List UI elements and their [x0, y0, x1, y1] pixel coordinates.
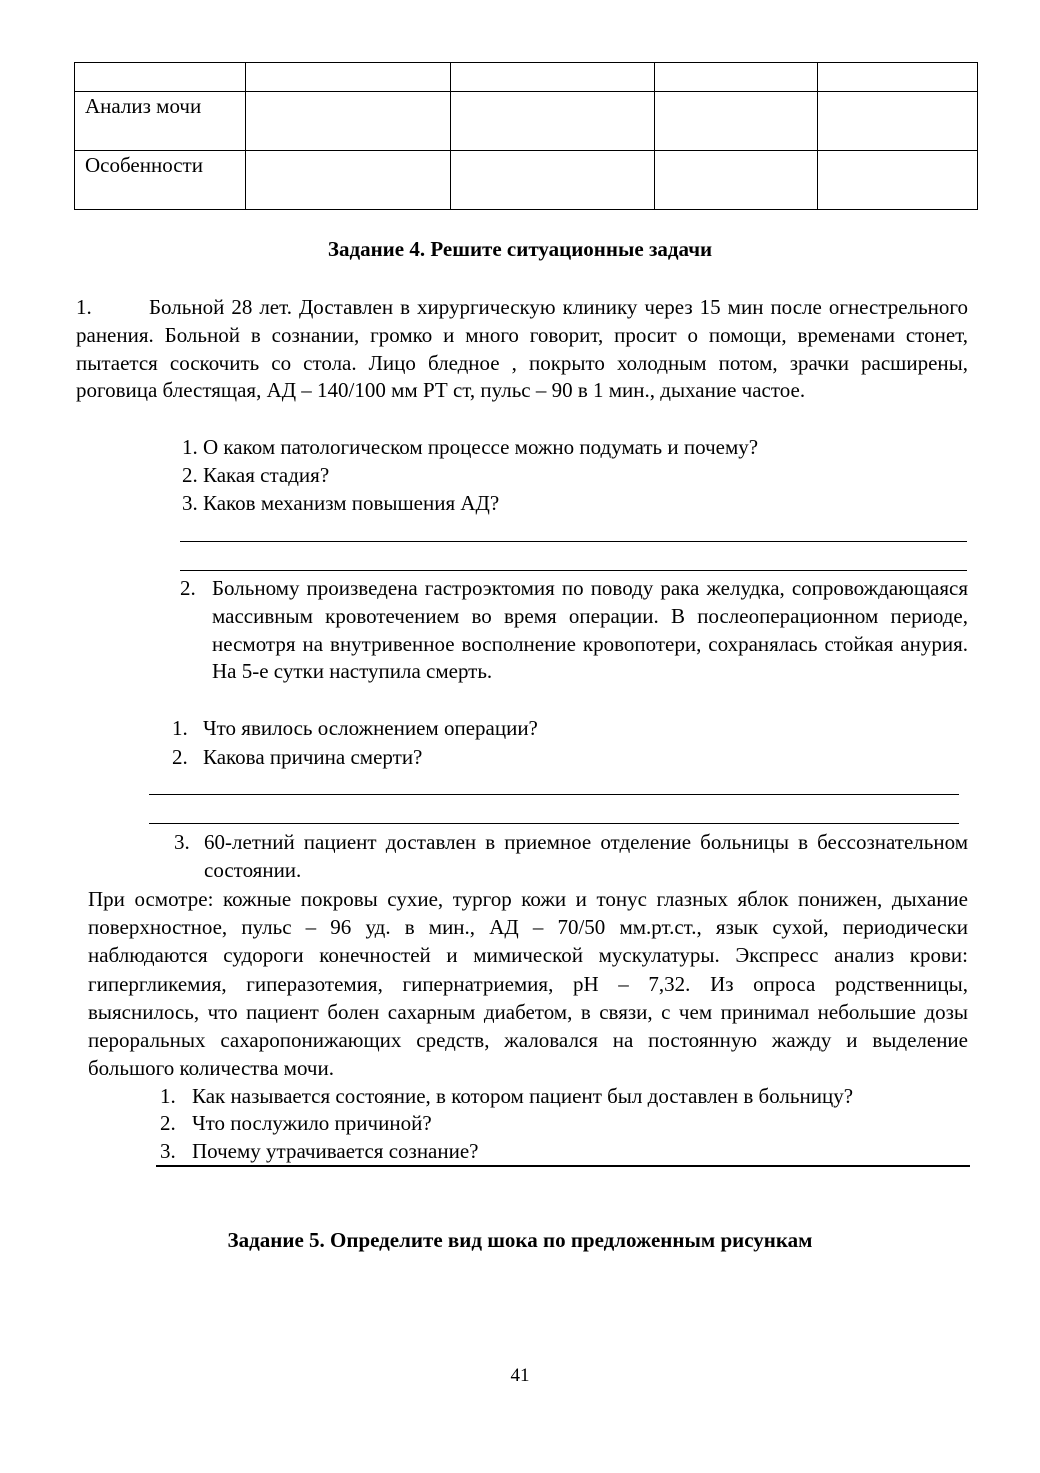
- table-cell: [246, 151, 451, 210]
- table-cell: [655, 151, 818, 210]
- case1-number: 1.: [76, 295, 92, 319]
- question-number: 2.: [160, 1111, 176, 1135]
- case3-question-2: [160, 1110, 432, 1137]
- answer-line: [156, 1165, 970, 1167]
- case3-question-1: [160, 1083, 853, 1110]
- case1-question-1: 1. О каком патологическом процессе можно подумать и почему?: [182, 435, 759, 459]
- table-row-label: Особенности: [75, 151, 246, 210]
- case2-text: Больному произведена гастроэктомия по поводу рака желудка, сопровождающаяся массивным кровотечением во время операции. В послеоперационном периоде, несмотря на внутривенное восполнение кровопотери, сохранялась стойкая анурия. На 5-е сутки наступила смерть.: [212, 576, 968, 684]
- question-number: 1.: [160, 1084, 176, 1108]
- case3-number: 3.: [174, 830, 190, 854]
- table-cell: [246, 63, 451, 92]
- table-cell: [655, 92, 818, 151]
- table-cell: [451, 151, 655, 210]
- question-number: 1.: [172, 716, 188, 740]
- case1-question-2: 2. Какая стадия?: [182, 463, 330, 487]
- question-text: Почему утрачивается сознание?: [192, 1139, 479, 1163]
- table-row: [75, 63, 978, 92]
- answer-line: [149, 794, 959, 795]
- page-number: 41: [510, 1365, 530, 1386]
- table-row: [75, 92, 978, 151]
- question-number: 2.: [172, 745, 188, 769]
- case3-body: При осмотре: кожные покровы сухие, тургор кожи и тонус глазных яблок понижен, дыхание поверхностное, пульс – 96 уд. в мин., АД – 70/50 мм.рт.ст., язык сухой, периодически наблюдаются судороги конечностей и мимической мускулатуры. Экспресс анализ крови: гипергликемия, гиперазотемия, гипернатриемия, pH – 7,32. Из опроса родственницы, выяснилось, что пациент болен сахарным диабетом, в связи, с чем принимал небольшие дозы пероральных сахаропонижающих средств, жаловался на постоянную жажду и выделение большого количества мочи.: [88, 887, 968, 1081]
- task4-title: Задание 4. Решите ситуационные задачи: [327, 237, 713, 261]
- case2-question-2: [172, 744, 422, 771]
- question-number: 3.: [160, 1139, 176, 1163]
- table-row-label: Анализ мочи: [75, 92, 246, 151]
- answer-line: [180, 570, 967, 571]
- answer-line: [149, 823, 959, 824]
- case3-question-3: [160, 1138, 479, 1165]
- case1-question-3: 3. Каков механизм повышения АД?: [182, 491, 500, 515]
- case3-text: 60-летний пациент доставлен в приемное отделение больницы в бессознательном состоянии.: [204, 830, 968, 882]
- table-cell: [451, 63, 655, 92]
- case2-question-1: [172, 715, 538, 742]
- table-cell: [818, 63, 978, 92]
- question-text: Как называется состояние, в котором пациент был доставлен в больницу?: [192, 1084, 854, 1108]
- table-cell: [451, 92, 655, 151]
- table-cell: [818, 151, 978, 210]
- results-table: [74, 62, 978, 210]
- question-text: Что явилось осложнением операции?: [203, 716, 538, 740]
- case2-number: 2.: [180, 576, 196, 600]
- table-row: [75, 151, 978, 210]
- table-cell: [818, 92, 978, 151]
- task5-title: Задание 5. Определите вид шока по предложенным рисункам: [227, 1228, 813, 1252]
- question-text: Какова причина смерти?: [203, 745, 423, 769]
- table-cell: [246, 92, 451, 151]
- case1-text: Больной 28 лет. Доставлен в хирургическую клинику через 15 мин после огнестрельного ранения. Больной в сознании, громко и много говорит, просит о помощи, временами стонет, пытается соскочить со стола. Лицо бледное , покрыто холодным потом, зрачки расширены, роговица блестящая, АД – 140/100 мм РТ ст, пульс – 90 в 1 мин., дыхание частое.: [76, 295, 968, 403]
- answer-line: [180, 541, 967, 542]
- table-cell: [75, 63, 246, 92]
- question-text: Что послужило причиной?: [192, 1111, 432, 1135]
- table-cell: [655, 63, 818, 92]
